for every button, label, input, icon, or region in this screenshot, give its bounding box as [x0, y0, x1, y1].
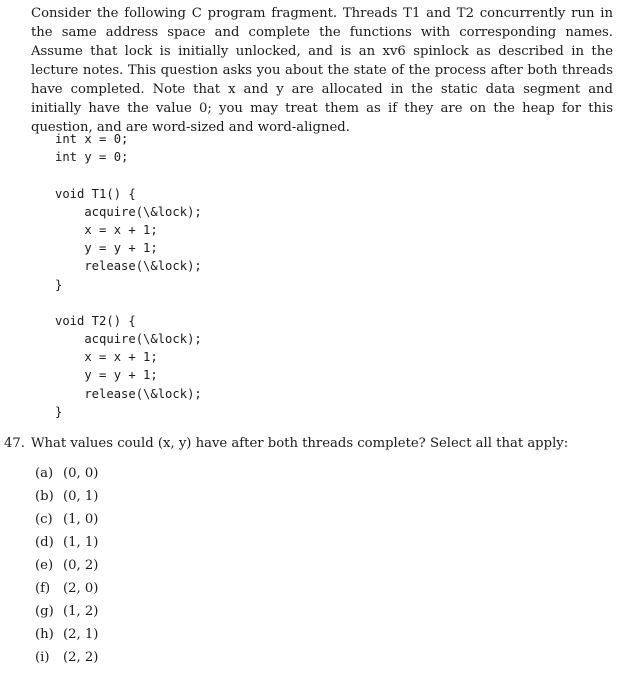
- answer-options: [35, 462, 98, 669]
- option-value: (0, 0): [63, 466, 99, 481]
- option-letter: (i): [35, 650, 50, 665]
- question-47: [4, 434, 568, 453]
- option-a[interactable]: [35, 462, 98, 485]
- code-line-t1-signature: void T1() {: [55, 186, 136, 201]
- question-text: What values could (x, y) have after both threads complete? Select all that apply:: [31, 436, 569, 451]
- code-line-t2-x-inc: x = x + 1;: [55, 350, 158, 365]
- option-value: (1, 0): [63, 512, 99, 527]
- code-line-t1-acquire: acquire(\&lock);: [55, 204, 202, 219]
- option-d[interactable]: [35, 531, 98, 554]
- code-line-t2-y-inc: y = y + 1;: [55, 368, 158, 383]
- option-letter: (e): [35, 558, 54, 573]
- code-fragment: [55, 130, 202, 421]
- option-value: (1, 2): [63, 604, 99, 619]
- option-letter: (d): [35, 535, 54, 550]
- option-g[interactable]: [35, 600, 98, 623]
- option-letter: (b): [35, 489, 54, 504]
- code-line-t2-acquire: acquire(\&lock);: [55, 332, 202, 347]
- question-intro: Consider the following C program fragment. Threads T1 and T2 concurrently run in the same address space and complete the functions with corresponding names. Assume that lock is initially unlocked, and is an xv6 spinlock as described in the lecture notes. This question asks you about the state of the process after both threads have completed. Note that x and y are allocated in the static data segment and initially have the value 0; you may treat them as if they are on the heap for this question, and are word-sized and word-aligned.: [31, 6, 613, 135]
- code-line-t2-close: }: [55, 404, 63, 419]
- option-letter: (h): [35, 627, 54, 642]
- option-b[interactable]: [35, 485, 98, 508]
- code-line-t1-release: release(\&lock);: [55, 259, 202, 274]
- code-line-decl-x: int x = 0;: [55, 132, 129, 146]
- option-letter: (a): [35, 466, 54, 481]
- option-letter: (f): [35, 581, 51, 596]
- code-line-t1-y-inc: y = y + 1;: [55, 241, 158, 256]
- option-c[interactable]: [35, 508, 98, 531]
- option-value: (1, 1): [63, 535, 99, 550]
- option-value: (2, 0): [63, 581, 99, 596]
- option-value: (0, 2): [63, 558, 99, 573]
- option-e[interactable]: [35, 554, 98, 577]
- code-line-t1-x-inc: x = x + 1;: [55, 222, 158, 237]
- code-line-t2-release: release(\&lock);: [55, 386, 202, 401]
- option-value: (2, 2): [63, 650, 99, 665]
- option-letter: (c): [35, 512, 53, 527]
- code-blank-line: [55, 294, 202, 312]
- option-letter: (g): [35, 604, 54, 619]
- code-line-decl-y: int y = 0;: [55, 150, 129, 165]
- code-line-t1-close: }: [55, 277, 63, 292]
- code-blank-line: [55, 166, 202, 184]
- option-value: (0, 1): [63, 489, 99, 504]
- option-f[interactable]: [35, 577, 98, 600]
- option-i[interactable]: [35, 646, 98, 669]
- option-h[interactable]: [35, 623, 98, 646]
- option-value: (2, 1): [63, 627, 99, 642]
- question-number: 47.: [4, 436, 25, 451]
- code-line-t2-signature: void T2() {: [55, 313, 136, 328]
